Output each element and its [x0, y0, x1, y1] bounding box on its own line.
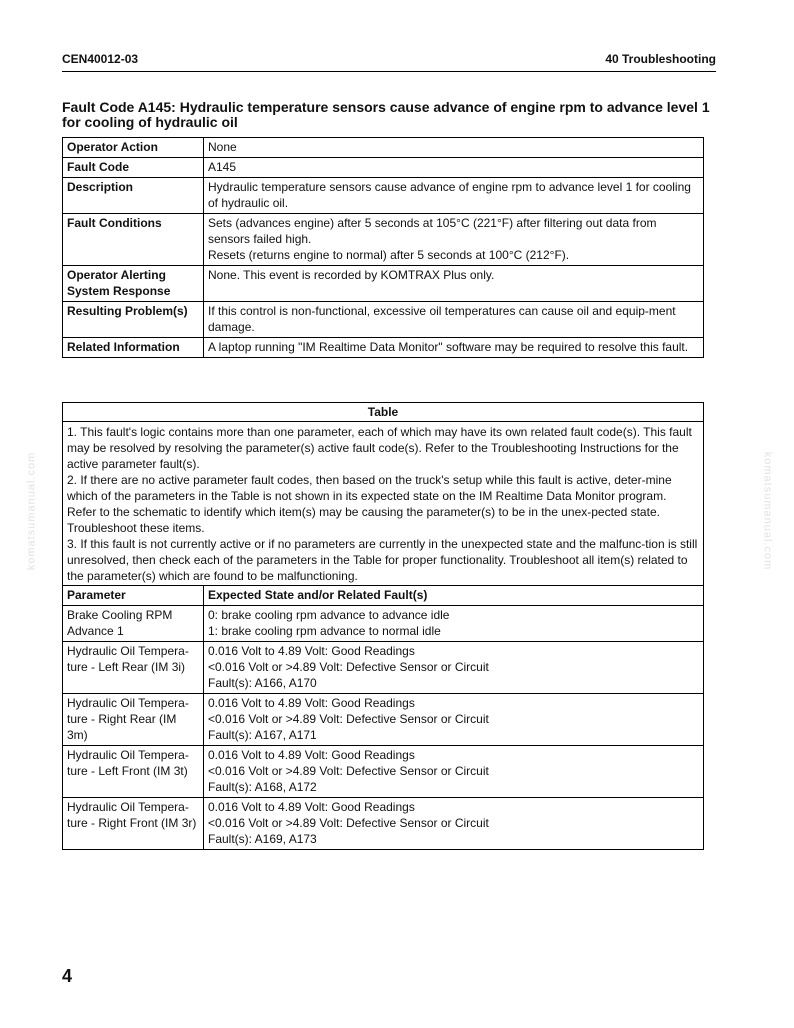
expected-state: [204, 798, 704, 850]
parameter-header: Parameter: [63, 586, 204, 606]
table-row: [63, 746, 704, 798]
parameter-name: Hydraulic Oil Tempera-ture - Right Front (IM 3r): [63, 798, 204, 850]
expected-state: [204, 642, 704, 694]
notes-row: [63, 422, 704, 586]
expected-state: [204, 746, 704, 798]
expected-state: [204, 606, 704, 642]
table-row: [63, 338, 704, 358]
parameter-name: Hydraulic Oil Tempera-ture - Right Rear (IM 3m): [63, 694, 204, 746]
row-value-text: Sets (advances engine) after 5 seconds at 105°C (221°F) after filtering out data from sensors failed high. Resets (returns engine to normal) after 5 seconds at 100°C (212°F).: [208, 216, 657, 262]
page-number: 4: [62, 966, 73, 986]
row-key: Operator Action: [63, 138, 204, 158]
table-row: [63, 266, 704, 302]
table-row: [63, 138, 704, 158]
expected-state-text: 0.016 Volt to 4.89 Volt: Good Readings <0.016 Volt or >4.89 Volt: Defective Sensor or Circuit Fault(s): A169, A173: [208, 800, 489, 846]
parameter-table: [62, 402, 704, 850]
page-title: Fault Code A145: Hydraulic temperature sensors cause advance of engine rpm to advance level 1 for cooling of hydraulic oil: [62, 99, 710, 130]
expected-state-text: 0: brake cooling rpm advance to advance idle 1: brake cooling rpm advance to normal idle: [208, 608, 450, 638]
table-row: [63, 606, 704, 642]
table-row: [63, 178, 704, 214]
table-row: [63, 798, 704, 850]
table-row: [63, 694, 704, 746]
table-row: [63, 302, 704, 338]
row-value: [204, 214, 704, 266]
row-key: Description: [63, 178, 204, 214]
parameter-name: Hydraulic Oil Tempera-ture - Left Rear (IM 3i): [63, 642, 204, 694]
note-1: 1. This fault's logic contains more than one parameter, each of which may have its own related fault code(s). This fault may be resolved by resolving the parameter(s) active fault code(s). Refer to the Troubleshooting Instructions for the active parameter fault(s).: [67, 425, 692, 471]
row-key: Operator Alerting System Response: [63, 266, 204, 302]
row-key: Resulting Problem(s): [63, 302, 204, 338]
expected-state-text: 0.016 Volt to 4.89 Volt: Good Readings <0.016 Volt or >4.89 Volt: Defective Sensor or Circuit Fault(s): A168, A172: [208, 748, 489, 794]
row-value: A laptop running "IM Realtime Data Monitor" software may be required to resolve this fault.: [204, 338, 704, 358]
expected-state: [204, 694, 704, 746]
row-value: Hydraulic temperature sensors cause advance of engine rpm to advance level 1 for cooling of hydraulic oil.: [204, 178, 704, 214]
row-value: If this control is non-functional, excessive oil temperatures can cause oil and equip-ment damage.: [204, 302, 704, 338]
column-header-row: [63, 586, 704, 606]
table-row: [63, 158, 704, 178]
row-value: None. This event is recorded by KOMTRAX Plus only.: [204, 266, 704, 302]
table-title-row: [63, 403, 704, 422]
row-key: Related Information: [63, 338, 204, 358]
row-value: A145: [204, 158, 704, 178]
parameter-name: Brake Cooling RPM Advance 1: [63, 606, 204, 642]
note-2: 2. If there are no active parameter fault codes, then based on the truck's setup while this fault is active, deter-mine which of the parameters in the Table is not shown in its expected state on the IM Realtime Data Monitor program. Refer to the schematic to identify which item(s) may be causing the parameter(s) to be in the unex-pected state. Troubleshoot these items.: [67, 473, 672, 535]
parameter-name: Hydraulic Oil Tempera-ture - Left Front (IM 3t): [63, 746, 204, 798]
header-divider: [62, 71, 716, 72]
table-title: Table: [63, 403, 704, 422]
instructions-cell: [63, 422, 704, 586]
note-3: 3. If this fault is not currently active or if no parameters are currently in the unexpected state and the malfunc-tion is still unresolved, then check each of the parameters in the Table for proper functionality. Troubleshoot all item(s) related to the parameter(s) which are found to be malfunctioning.: [67, 537, 698, 583]
section-title: 40 Troubleshooting: [605, 52, 716, 66]
expected-state-text: 0.016 Volt to 4.89 Volt: Good Readings <0.016 Volt or >4.89 Volt: Defective Sensor or Circuit Fault(s): A167, A171: [208, 696, 489, 742]
fault-info-table: [62, 137, 704, 358]
row-key: Fault Conditions: [63, 214, 204, 266]
row-key: Fault Code: [63, 158, 204, 178]
watermark-right: komatsumanual.com: [761, 451, 774, 571]
table-row: [63, 642, 704, 694]
table-row: [63, 214, 704, 266]
document-id: CEN40012-03: [62, 52, 139, 66]
expected-state-text: 0.016 Volt to 4.89 Volt: Good Readings <0.016 Volt or >4.89 Volt: Defective Sensor or Circuit Fault(s): A166, A170: [208, 644, 489, 690]
row-value: None: [204, 138, 704, 158]
watermark-left: komatsumanual.com: [25, 451, 38, 571]
expected-state-header: Expected State and/or Related Fault(s): [204, 586, 704, 606]
